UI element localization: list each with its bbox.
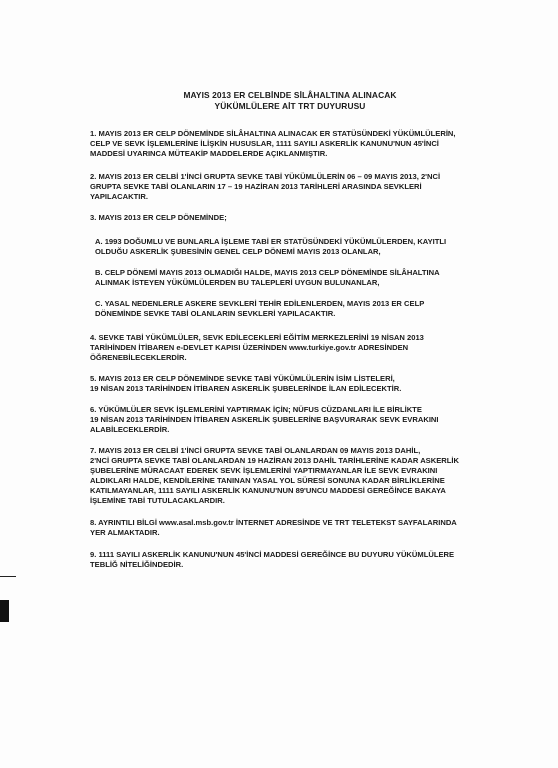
paragraph-5 bbox=[90, 374, 525, 394]
paragraph-line: 1. MAYIS 2013 ER CELP DÖNEMİNDE SİLÂHALTINA ALINACAK ER STATÜSÜNDEKİ YÜKÜMLÜLERİN, bbox=[90, 129, 456, 138]
paragraph-4 bbox=[90, 333, 525, 363]
paragraph-line: OLDUĞU ASKERLİK ŞUBESİNİN GENEL CELP DÖNEMİ MAYIS 2013 OLANLAR, bbox=[95, 247, 381, 256]
paragraph-line: B. CELP DÖNEMİ MAYIS 2013 OLMADIĞI HALDE, MAYIS 2013 CELP DÖNEMİNDE SİLÂHALTINA bbox=[95, 268, 440, 277]
paragraph-1 bbox=[90, 129, 525, 159]
document-title bbox=[150, 90, 430, 112]
paragraph-line: 2'NCİ GRUPTA SEVKE TABİ OLANLARDAN 19 HAZİRAN 2013 DAHİL TARİHLERİNE KADAR ASKERLİK bbox=[90, 456, 460, 465]
paragraph-line: ALABİLECEKLERDİR. bbox=[90, 425, 170, 434]
title-line-1: MAYIS 2013 ER CELBİNDE SİLÂHALTINA ALINACAK bbox=[183, 90, 397, 100]
paragraph-line: 7. MAYIS 2013 ER CELBİ 1'İNCİ GRUPTA SEVKE TABİ OLANLARDAN 09 MAYIS 2013 DAHİL, bbox=[90, 446, 421, 455]
scan-edge-block bbox=[0, 600, 9, 622]
paragraph-line: DÖNEMİNDE SEVKE TABİ OLANLARIN SEVKLERİ YAPILACAKTIR. bbox=[95, 309, 336, 318]
paragraph-line: TEBLİĞ NİTELİĞİNDEDİR. bbox=[90, 560, 184, 569]
paragraph-line: YER ALMAKTADIR. bbox=[90, 528, 160, 537]
paragraph-line: TARİHİNDEN İTİBAREN e-DEVLET KAPISI ÜZERİNDEN www.turkiye.gov.tr ADRESİNDEN bbox=[90, 343, 409, 352]
paragraph-line: 8. AYRINTILI BİLGİ www.asal.msb.gov.tr İNTERNET ADRESİNDE VE TRT TELETEKST SAYFALARINDA bbox=[90, 518, 457, 527]
paragraph-3c bbox=[95, 299, 525, 319]
title-line-2: YÜKÜMLÜLERE AİT TRT DUYURUSU bbox=[214, 101, 366, 111]
paragraph-line: ŞUBELERİNE MÜRACAAT EDEREK SEVK İŞLEMLERİNİ YAPTIRMAYANLAR İLE SEVK EVRAKINI bbox=[90, 466, 438, 475]
paragraph-2 bbox=[90, 172, 525, 202]
paragraph-line: ÖĞRENEBİLECEKLERDİR. bbox=[90, 353, 187, 362]
paragraph-line: 19 NİSAN 2013 TARİHİNDEN İTİBAREN ASKERLİK ŞUBELERİNDE İLAN EDİLECEKTİR. bbox=[90, 384, 402, 393]
paragraph-6 bbox=[90, 405, 525, 435]
paragraph-line: 4. SEVKE TABİ YÜKÜMLÜLER, SEVK EDİLECEKLERİ EĞİTİM MERKEZLERİNİ 19 NİSAN 2013 bbox=[90, 333, 424, 342]
paragraph-line: 9. 1111 SAYILI ASKERLİK KANUNU'NUN 45'İNCİ MADDESİ GEREĞİNCE BU DUYURU YÜKÜMLÜLERE bbox=[90, 550, 455, 559]
paragraph-line: 3. MAYIS 2013 ER CELP DÖNEMİNDE; bbox=[90, 213, 227, 222]
paragraph-line: CELP VE SEVK İŞLEMLERİNE İLİŞKİN HUSUSLAR, 1111 SAYILI ASKERLİK KANUNU'NUN 45'İNCİ bbox=[90, 139, 439, 148]
paragraph-line: 5. MAYIS 2013 ER CELP DÖNEMİNDE SEVKE TABİ YÜKÜMLÜLERİN İSİM LİSTELERİ, bbox=[90, 374, 395, 383]
paragraph-8 bbox=[90, 518, 525, 538]
paragraph-line: GRUPTA SEVKE TABİ OLANLARIN 17 – 19 HAZİRAN 2013 TARİHLERİ ARASINDA SEVKLERİ bbox=[90, 182, 422, 191]
paragraph-line: A. 1993 DOĞUMLU VE BUNLARLA İŞLEME TABİ ER STATÜSÜNDEKİ YÜKÜMLÜLERDEN, KAYITLI bbox=[95, 237, 447, 246]
paragraph-line: C. YASAL NEDENLERLE ASKERE SEVKLERİ TEHİR EDİLENLERDEN, MAYIS 2013 ER CELP bbox=[95, 299, 425, 308]
paragraph-line: ALINMAK İSTEYEN YÜKÜMLÜLERDEN BU TALEPLERİ UYGUN BULUNANLAR, bbox=[95, 278, 380, 287]
paragraph-3a bbox=[95, 237, 525, 257]
paragraph-line: ALDIKLARI HALDE, KENDİLERİNE TANINAN YASAL YOL SÜRESİ SONUNA KADAR BİRLİKLERİNE bbox=[90, 476, 445, 485]
paragraph-line: 6. YÜKÜMLÜLER SEVK İŞLEMLERİNİ YAPTIRMAK İÇİN; NÜFUS CÜZDANLARI İLE BİRLİKTE bbox=[90, 405, 422, 414]
paragraph-line: MADDESİ UYARINCA MÜTEAKİP MADDELERDE AÇIKLANMIŞTIR. bbox=[90, 149, 328, 158]
paragraph-line: KATILMAYANLAR, 1111 SAYILI ASKERLİK KANUNU'NUN 89'UNCU MADDESİ GEREĞİNCE BAKAYA bbox=[90, 486, 446, 495]
paragraph-3 bbox=[90, 213, 525, 223]
paragraph-7 bbox=[90, 446, 525, 506]
scan-edge-mark bbox=[0, 576, 16, 577]
paragraph-line: İŞLEMİNE TABİ TUTULACAKLARDIR. bbox=[90, 496, 225, 505]
paragraph-3b bbox=[95, 268, 525, 288]
paragraph-9 bbox=[90, 550, 525, 570]
paragraph-line: YAPILACAKTIR. bbox=[90, 192, 148, 201]
paragraph-line: 2. MAYIS 2013 ER CELBİ 1'İNCİ GRUPTA SEVKE TABİ YÜKÜMLÜLERİN 06 – 09 MAYIS 2013, 2'NCİ bbox=[90, 172, 441, 181]
paragraph-line: 19 NİSAN 2013 TARİHİNDEN İTİBAREN ASKERLİK ŞUBELERİNE BAŞVURARAK SEVK EVRAKINI bbox=[90, 415, 439, 424]
